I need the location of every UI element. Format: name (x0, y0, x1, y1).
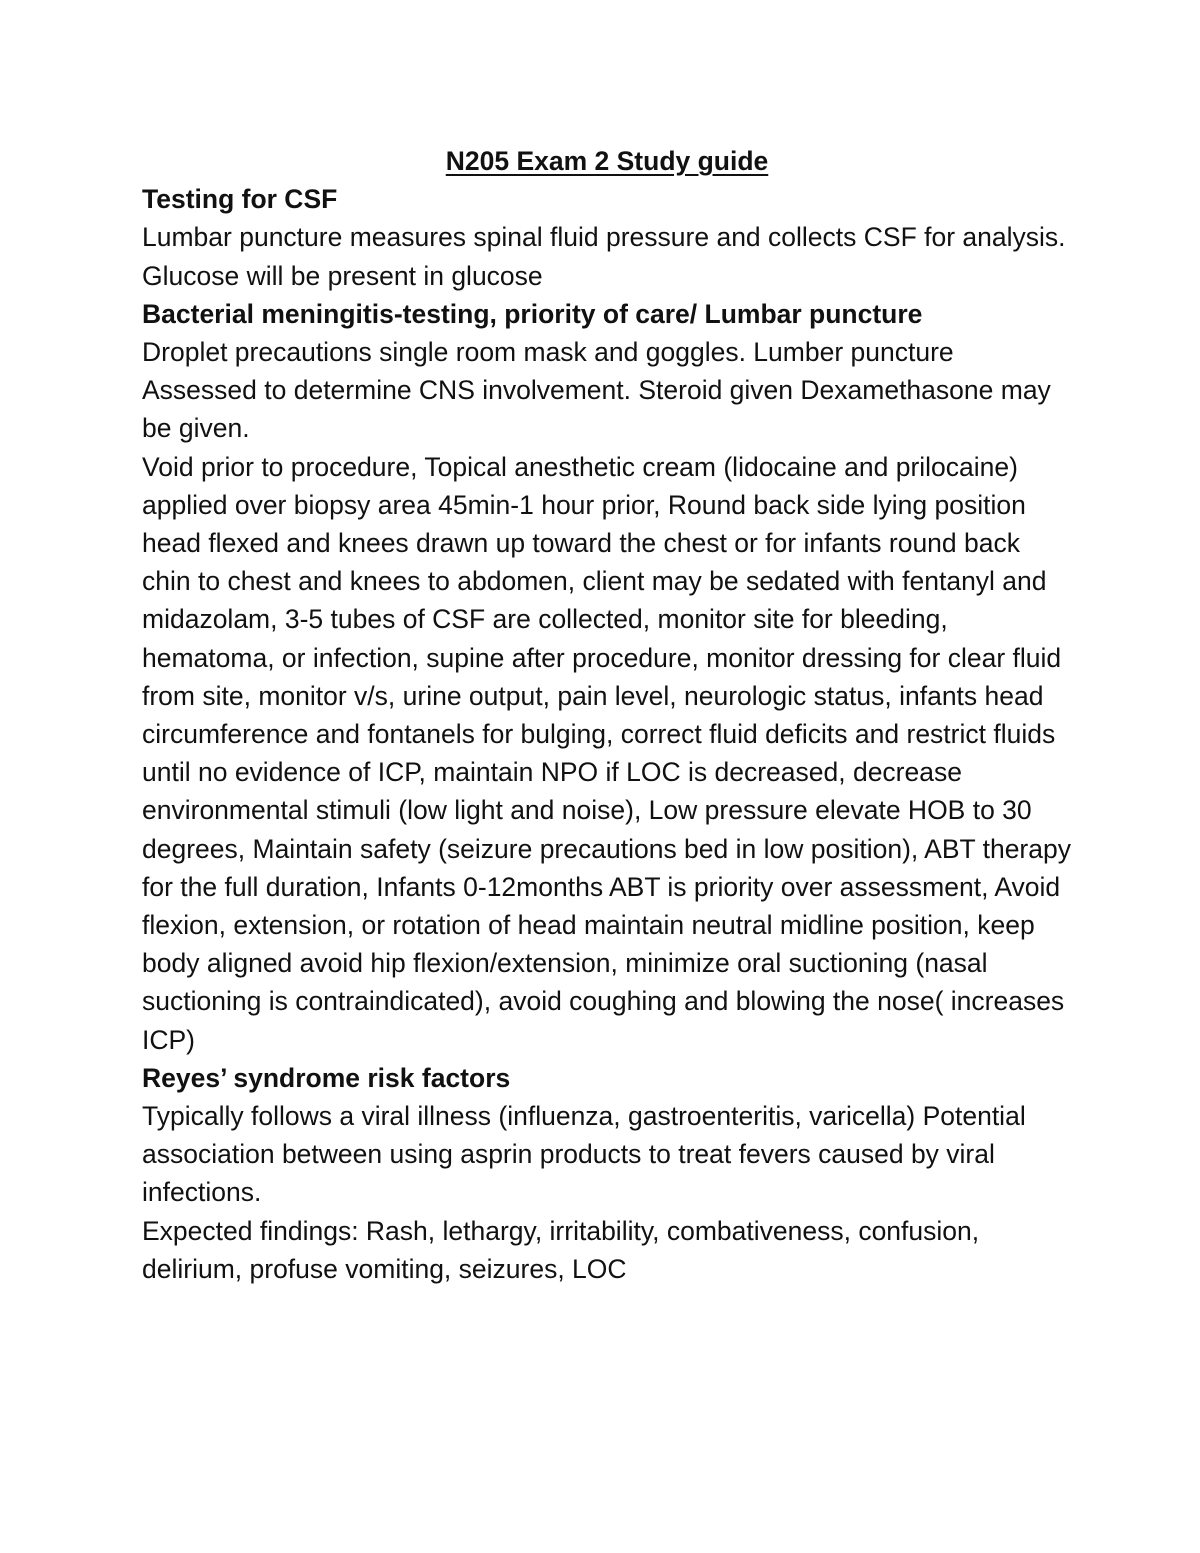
section-heading-csf-testing: Testing for CSF (142, 184, 338, 215)
section-paragraph: Droplet precautions single room mask and goggles. Lumber puncture Assessed to determine CNS involvement. Steroid given Dexamethasone may be given. (142, 337, 1051, 444)
section-paragraph: Void prior to procedure, Topical anesthetic cream (lidocaine and prilocaine) applied over biopsy area 45min-1 hour prior, Round back side lying position head flexed and knees drawn up toward the chest or for infants round back chin to chest and knees to abdomen, client may be sedated with fentanyl and midazolam, 3-5 tubes of CSF are collected, monitor site for bleeding, hematoma, or infection, supine after procedure, monitor dressing for clear fluid from site, monitor v/s, urine output, pain level, neurologic status, infants head circumference and fontanels for bulging, correct fluid deficits and restrict fluids until no evidence of ICP, maintain NPO if LOC is decreased, decrease environmental stimuli (low light and noise), Low pressure elevate HOB to 30 degrees, Maintain safety (seizure precautions bed in low position), ABT therapy for the full duration, Infants 0-12months ABT is priority over assessment, Avoid flexion, extension, or rotation of head maintain neutral midline position, keep body aligned avoid hip flexion/extension, minimize oral suctioning (nasal suctioning is contraindicated), avoid coughing and blowing the nose( increases ICP) (142, 451, 1071, 1055)
document-title: N205 Exam 2 Study guide (445, 146, 769, 176)
section-paragraph: Lumbar puncture measures spinal fluid pressure and collects CSF for analysis. Glucose will be present in glucose (142, 222, 1066, 291)
section-paragraph: Expected findings: Rash, lethargy, irritability, combativeness, confusion, delirium, profuse vomiting, seizures, LOC (142, 1215, 980, 1284)
document-body (142, 142, 1072, 1288)
section-heading-bacterial-meningitis: Bacterial meningitis-testing, priority of care/ Lumbar puncture (142, 298, 923, 329)
section-heading-reyes-syndrome: Reyes’ syndrome risk factors (142, 1062, 511, 1093)
section-paragraph: Typically follows a viral illness (influenza, gastroenteritis, varicella) Potential association between using asprin products to treat fevers caused by viral infections. (142, 1101, 1026, 1208)
